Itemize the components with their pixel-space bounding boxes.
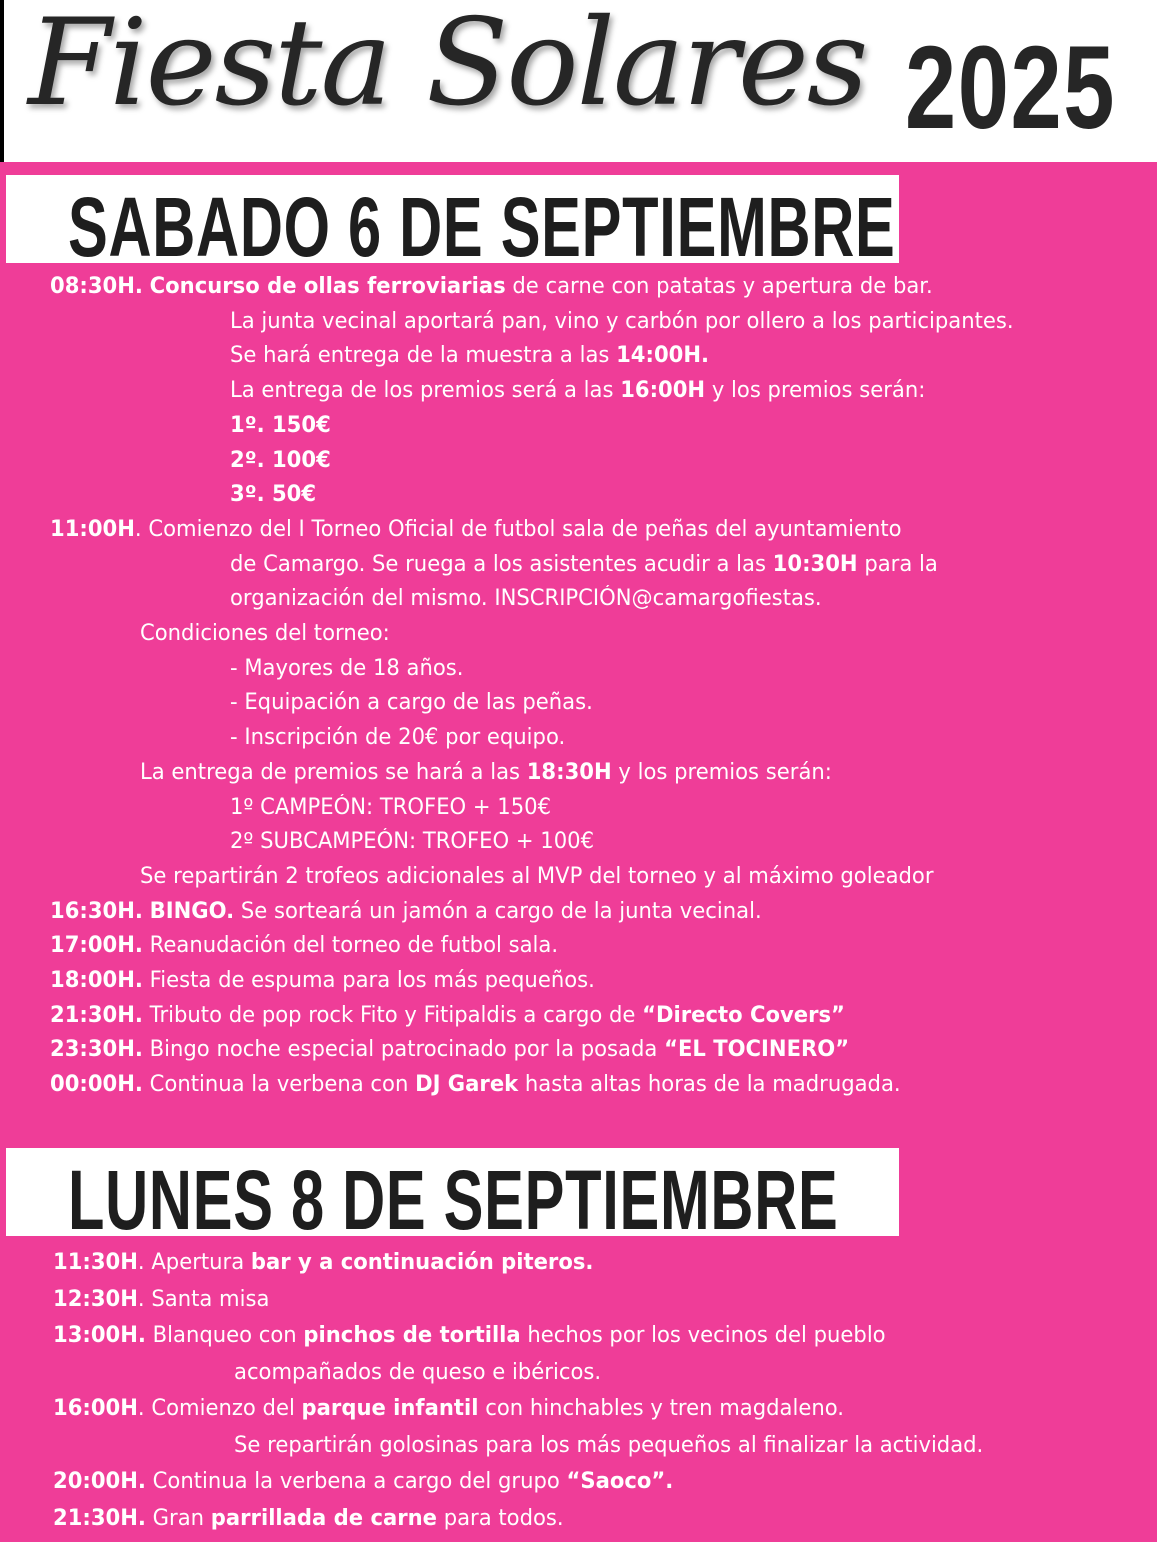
event-time: 17:00H. bbox=[50, 933, 143, 959]
line-text: Blanqueo con bbox=[152, 1323, 304, 1348]
line-text: y los premios serán: bbox=[611, 759, 832, 785]
event-time: 16:30H. bbox=[50, 898, 143, 924]
line-text: Continua la verbena con bbox=[149, 1072, 416, 1098]
schedule-line bbox=[230, 446, 331, 476]
line-text: La entrega de los premios será a las bbox=[230, 378, 621, 404]
line-text: La entrega de premios se hará a las bbox=[140, 759, 527, 785]
event-time: 20:00H. bbox=[53, 1469, 146, 1494]
highlight-text: DJ Garek bbox=[415, 1072, 519, 1098]
schedule-line bbox=[230, 341, 709, 371]
schedule-line bbox=[50, 966, 595, 996]
highlight-text: “Directo Covers” bbox=[642, 1002, 845, 1028]
schedule-line bbox=[230, 307, 1014, 337]
line-text: Se sorteará un jamón a cargo de la junta vecinal. bbox=[234, 898, 762, 924]
highlight-text: parque infantil bbox=[301, 1396, 479, 1421]
schedule-line bbox=[50, 897, 762, 927]
highlight-text: “EL TOCINERO” bbox=[664, 1037, 850, 1063]
schedule-line bbox=[230, 827, 594, 857]
event-time: 21:30H. bbox=[53, 1505, 146, 1531]
line-text: para la bbox=[857, 551, 938, 577]
highlight-text: 14:00H. bbox=[616, 343, 710, 369]
line-text: hasta altas horas de la madrugada. bbox=[518, 1072, 901, 1098]
line-text: . Comienzo del I Torneo Oficial de futbol sala de peñas del ayuntamiento bbox=[134, 516, 902, 542]
event-time: 00:00H. bbox=[50, 1072, 143, 1098]
schedule-line bbox=[140, 619, 390, 649]
schedule-line bbox=[230, 376, 925, 406]
schedule-line bbox=[140, 862, 934, 892]
highlight-text: Concurso de ollas ferroviarias bbox=[149, 274, 506, 299]
schedule-line bbox=[53, 1394, 844, 1424]
event-time: 16:00H bbox=[53, 1396, 138, 1421]
highlight-text: 2º. 100€ bbox=[230, 447, 331, 473]
header-edge bbox=[0, 0, 4, 162]
line-text: Se hará entrega de la muestra a las bbox=[230, 343, 617, 369]
schedule-line bbox=[50, 1001, 845, 1031]
schedule-line bbox=[230, 654, 464, 684]
line-text: Condiciones del torneo: bbox=[140, 621, 390, 646]
event-time: 23:30H. bbox=[50, 1037, 143, 1063]
header bbox=[0, 0, 1157, 162]
schedule-line bbox=[53, 1248, 593, 1278]
schedule-line bbox=[140, 758, 832, 788]
event-year: 2025 bbox=[905, 22, 1117, 154]
line-text: de Camargo. Se ruega a los asistentes acudir a las bbox=[230, 551, 773, 577]
event-time: 08:30H. bbox=[50, 274, 143, 299]
highlight-text: 16:00H bbox=[620, 378, 706, 404]
schedule-line bbox=[230, 723, 565, 753]
line-text: hechos por los vecinos del pueblo bbox=[520, 1323, 886, 1348]
schedule-line bbox=[230, 688, 593, 718]
event-time: 11:00H bbox=[50, 516, 135, 542]
line-text: . Apertura bbox=[137, 1250, 251, 1275]
event-time: 13:00H. bbox=[53, 1323, 146, 1348]
event-title: Fiesta Solares bbox=[28, 0, 867, 133]
highlight-text: “Saoco”. bbox=[566, 1469, 674, 1494]
highlight-text: BINGO. bbox=[149, 898, 235, 924]
line-text: . Santa misa bbox=[137, 1286, 270, 1312]
line-text: Se repartirán 2 trofeos adicionales al MVP del torneo y al máximo goleador bbox=[140, 863, 934, 889]
line-text: - Equipación a cargo de las peñas. bbox=[230, 690, 593, 716]
schedule-line bbox=[50, 1035, 849, 1065]
schedule-line bbox=[50, 931, 558, 961]
schedule-line bbox=[50, 515, 902, 545]
highlight-text: 1º. 150€ bbox=[230, 412, 331, 438]
line-text: La junta vecinal aportará pan, vino y carbón por ollero a los participantes. bbox=[230, 308, 1014, 334]
line-text: - Mayores de 18 años. bbox=[230, 655, 464, 681]
highlight-text: parrillada de carne bbox=[210, 1505, 437, 1531]
schedule-line bbox=[230, 793, 551, 823]
schedule-line bbox=[230, 584, 822, 614]
line-text: y los premios serán: bbox=[705, 378, 926, 404]
line-text: organización del mismo. INSCRIPCIÓN@camargofiestas. bbox=[230, 586, 822, 612]
schedule-line bbox=[50, 272, 933, 302]
schedule-line bbox=[53, 1321, 886, 1351]
schedule-line bbox=[230, 480, 316, 510]
schedule-line bbox=[53, 1504, 564, 1534]
highlight-text: 3º. 50€ bbox=[230, 482, 317, 508]
event-time: 11:30H bbox=[53, 1250, 138, 1275]
line-text: . Comienzo del bbox=[137, 1396, 302, 1421]
schedule-line bbox=[53, 1467, 673, 1497]
day1-title: SABADO 6 DE SEPTIEMBRE bbox=[68, 180, 896, 274]
line-text: Tributo de pop rock Fito y Fitipaldis a cargo de bbox=[149, 1002, 643, 1028]
day1-banner bbox=[6, 175, 899, 274]
line-text: acompañados de queso e ibéricos. bbox=[234, 1359, 602, 1385]
schedule-line bbox=[50, 1070, 901, 1100]
event-time: 12:30H bbox=[53, 1286, 138, 1312]
line-text: con hinchables y tren magdaleno. bbox=[478, 1396, 844, 1421]
line-text: Bingo noche especial patrocinado por la posada bbox=[149, 1037, 665, 1063]
schedule-line bbox=[230, 411, 331, 441]
line-text: para todos. bbox=[437, 1505, 564, 1531]
event-time: 21:30H. bbox=[50, 1002, 143, 1028]
event-time: 18:00H. bbox=[50, 968, 143, 993]
highlight-text: pinchos de tortilla bbox=[303, 1323, 521, 1348]
line-text: de carne con patatas y apertura de bar. bbox=[505, 274, 933, 299]
highlight-text: bar y a continuación piteros. bbox=[250, 1250, 594, 1275]
day2-title: LUNES 8 DE SEPTIEMBRE bbox=[68, 1153, 839, 1247]
schedule-line bbox=[230, 550, 938, 580]
schedule-line bbox=[234, 1358, 601, 1388]
day2-banner bbox=[6, 1148, 899, 1247]
line-text: Se repartirán golosinas para los más pequeños al finalizar la actividad. bbox=[234, 1432, 984, 1458]
schedule-line bbox=[234, 1431, 983, 1461]
line-text: Reanudación del torneo de futbol sala. bbox=[149, 933, 559, 959]
highlight-text: 10:30H bbox=[772, 551, 858, 577]
line-text: 2º SUBCAMPEÓN: TROFEO + 100€ bbox=[230, 829, 595, 855]
line-text: Gran bbox=[152, 1505, 211, 1531]
line-text: - Inscripción de 20€ por equipo. bbox=[230, 725, 566, 751]
highlight-text: 18:30H bbox=[526, 759, 612, 785]
line-text: Fiesta de espuma para los más pequeños. bbox=[149, 968, 595, 993]
schedule-line bbox=[53, 1285, 269, 1315]
line-text: 1º CAMPEÓN: TROFEO + 150€ bbox=[230, 794, 552, 820]
line-text: Continua la verbena a cargo del grupo bbox=[152, 1469, 567, 1494]
